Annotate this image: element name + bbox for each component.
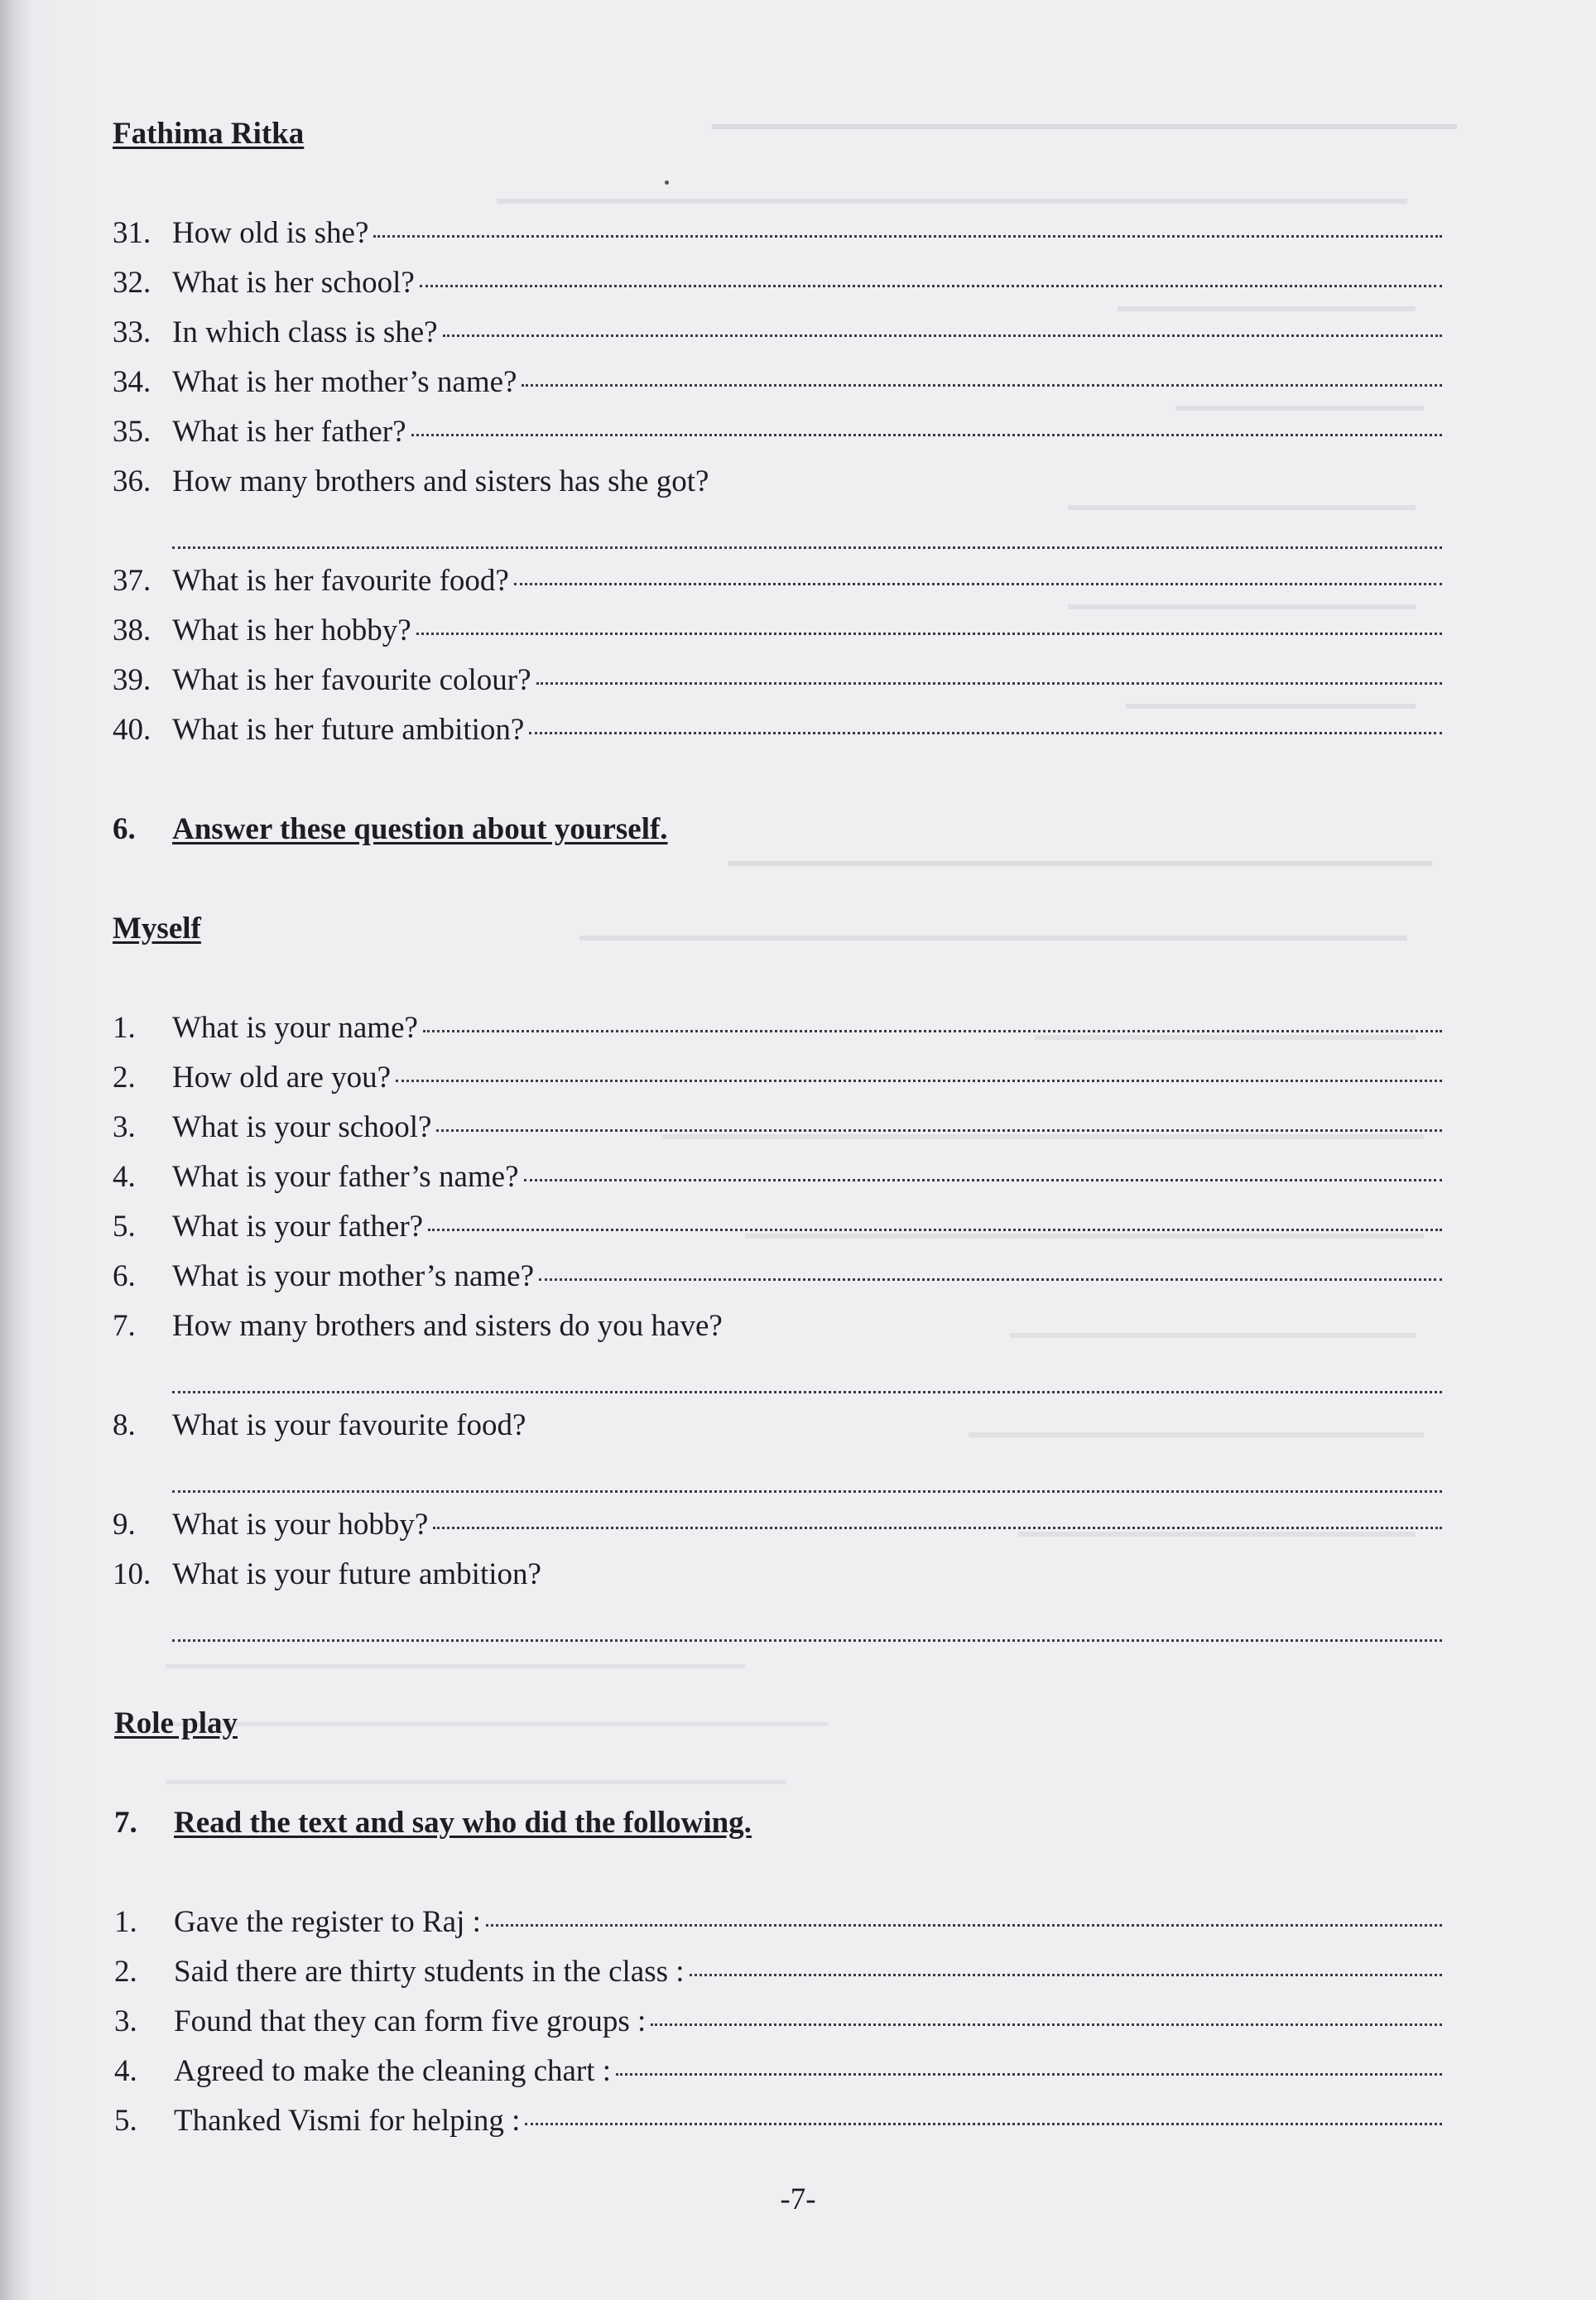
- question-text: What is your future ambition?: [172, 1557, 541, 1591]
- answer-line[interactable]: [539, 1278, 1442, 1281]
- answer-line[interactable]: [616, 2073, 1442, 2076]
- answer-line[interactable]: [172, 1391, 1442, 1393]
- question-row: [113, 662, 1442, 698]
- question-text: What is your father’s name?: [172, 1160, 519, 1194]
- question-number: 9.: [113, 1508, 136, 1542]
- answer-line[interactable]: [396, 1080, 1442, 1082]
- section-6-number: 6.: [113, 812, 136, 846]
- question-text: What is her hobby?: [172, 613, 411, 647]
- question-row: [114, 1904, 1442, 1940]
- question-text: How old is she?: [172, 216, 369, 250]
- answer-line[interactable]: [172, 546, 1442, 549]
- question-text: Said there are thirty students in the class :: [174, 1955, 685, 1989]
- answer-line[interactable]: [420, 285, 1442, 287]
- question-row: [113, 315, 1442, 350]
- section-6-title: Answer these question about yourself.: [172, 812, 668, 846]
- answer-line[interactable]: [373, 235, 1442, 238]
- question-number: 40.: [113, 713, 151, 747]
- question-number: 37.: [113, 564, 151, 598]
- role-play-heading: Role play: [114, 1706, 238, 1740]
- question-number: 4.: [114, 2054, 137, 2088]
- question-number: 1.: [114, 1905, 137, 1939]
- myself-heading: Myself: [113, 912, 201, 946]
- question-text: How many brothers and sisters do you have?: [172, 1309, 723, 1343]
- answer-line[interactable]: [172, 1639, 1442, 1642]
- question-text: Gave the register to Raj :: [174, 1905, 481, 1939]
- question-row: [114, 1954, 1442, 1990]
- answer-line[interactable]: [651, 2023, 1442, 2026]
- question-row: [113, 1010, 1442, 1046]
- question-number: 1.: [113, 1011, 136, 1045]
- answer-line[interactable]: [436, 1129, 1442, 1132]
- answer-line[interactable]: [443, 334, 1442, 337]
- question-number: 2.: [114, 1955, 137, 1989]
- question-text: What is your hobby?: [172, 1508, 429, 1542]
- question-row: [113, 1258, 1442, 1294]
- question-row: [114, 2103, 1442, 2139]
- question-row: [113, 1507, 1442, 1542]
- question-text: Agreed to make the cleaning chart :: [174, 2054, 612, 2088]
- question-row: [113, 1407, 1442, 1443]
- question-number: 36.: [113, 464, 151, 498]
- answer-line[interactable]: [514, 583, 1442, 585]
- question-number: 32.: [113, 266, 151, 300]
- answer-line[interactable]: [486, 1924, 1442, 1927]
- question-number: 34.: [113, 365, 151, 399]
- question-number: 4.: [113, 1160, 136, 1194]
- question-number: 33.: [113, 315, 151, 349]
- question-number: 5.: [114, 2104, 137, 2138]
- section-6-heading: [113, 811, 668, 847]
- question-text: What is your name?: [172, 1011, 418, 1045]
- question-text: What is your favourite food?: [172, 1408, 526, 1442]
- question-text: What is her favourite food?: [172, 564, 509, 598]
- question-row: [113, 215, 1442, 251]
- answer-line[interactable]: [524, 1179, 1443, 1181]
- answer-line[interactable]: [172, 1490, 1442, 1493]
- question-number: 5.: [113, 1210, 136, 1244]
- question-text: What is your mother’s name?: [172, 1259, 535, 1293]
- question-row: [114, 2053, 1442, 2089]
- question-text: How many brothers and sisters has she got?: [172, 464, 709, 498]
- question-text: How old are you?: [172, 1061, 392, 1095]
- ink-speck: [665, 180, 669, 185]
- question-row: [113, 1159, 1442, 1195]
- question-text: What is your father?: [172, 1210, 424, 1244]
- section-7-number: 7.: [114, 1806, 137, 1840]
- question-number: 10.: [113, 1557, 151, 1591]
- question-number: 2.: [113, 1061, 136, 1095]
- question-text: What is her future ambition?: [172, 713, 525, 747]
- question-row: [113, 1557, 1442, 1592]
- question-row: [113, 563, 1442, 599]
- question-row: [113, 1060, 1442, 1095]
- question-text: What is her favourite colour?: [172, 663, 531, 697]
- answer-line[interactable]: [690, 1974, 1442, 1976]
- question-number: 35.: [113, 415, 151, 449]
- answer-line[interactable]: [411, 434, 1443, 436]
- answer-line[interactable]: [428, 1229, 1442, 1231]
- answer-line[interactable]: [536, 682, 1442, 685]
- fathima-heading: Fathima Ritka: [113, 117, 305, 151]
- question-number: 39.: [113, 663, 151, 697]
- question-text: In which class is she?: [172, 315, 438, 349]
- page-number: -7-: [780, 2182, 816, 2216]
- question-row: [113, 613, 1442, 648]
- answer-line[interactable]: [416, 633, 1442, 635]
- question-row: [113, 712, 1442, 748]
- question-number: 31.: [113, 216, 151, 250]
- question-row: [113, 1109, 1442, 1145]
- question-row: [113, 464, 1442, 499]
- question-text: What is her father?: [172, 415, 406, 449]
- question-row: [113, 414, 1442, 450]
- question-number: 6.: [113, 1259, 136, 1293]
- answer-line[interactable]: [522, 384, 1442, 387]
- question-text: Thanked Vismi for helping :: [174, 2104, 521, 2138]
- question-text: What is her school?: [172, 266, 415, 300]
- question-row: [113, 1209, 1442, 1244]
- question-text: What is her mother’s name?: [172, 365, 517, 399]
- question-row: [114, 2004, 1442, 2039]
- answer-line[interactable]: [433, 1527, 1442, 1529]
- question-text: Found that they can form five groups :: [174, 2004, 647, 2038]
- question-text: What is your school?: [172, 1110, 432, 1144]
- section-7-heading: [114, 1805, 752, 1840]
- section-7-title: Read the text and say who did the following.: [174, 1806, 752, 1840]
- question-number: 3.: [113, 1110, 136, 1144]
- answer-line[interactable]: [423, 1030, 1442, 1032]
- question-number: 38.: [113, 613, 151, 647]
- question-number: 7.: [113, 1309, 136, 1343]
- question-number: 3.: [114, 2004, 137, 2038]
- question-row: [113, 364, 1442, 400]
- answer-line[interactable]: [525, 2123, 1442, 2125]
- question-row: [113, 1308, 1442, 1344]
- question-row: [113, 265, 1442, 301]
- question-number: 8.: [113, 1408, 136, 1442]
- answer-line[interactable]: [529, 732, 1442, 734]
